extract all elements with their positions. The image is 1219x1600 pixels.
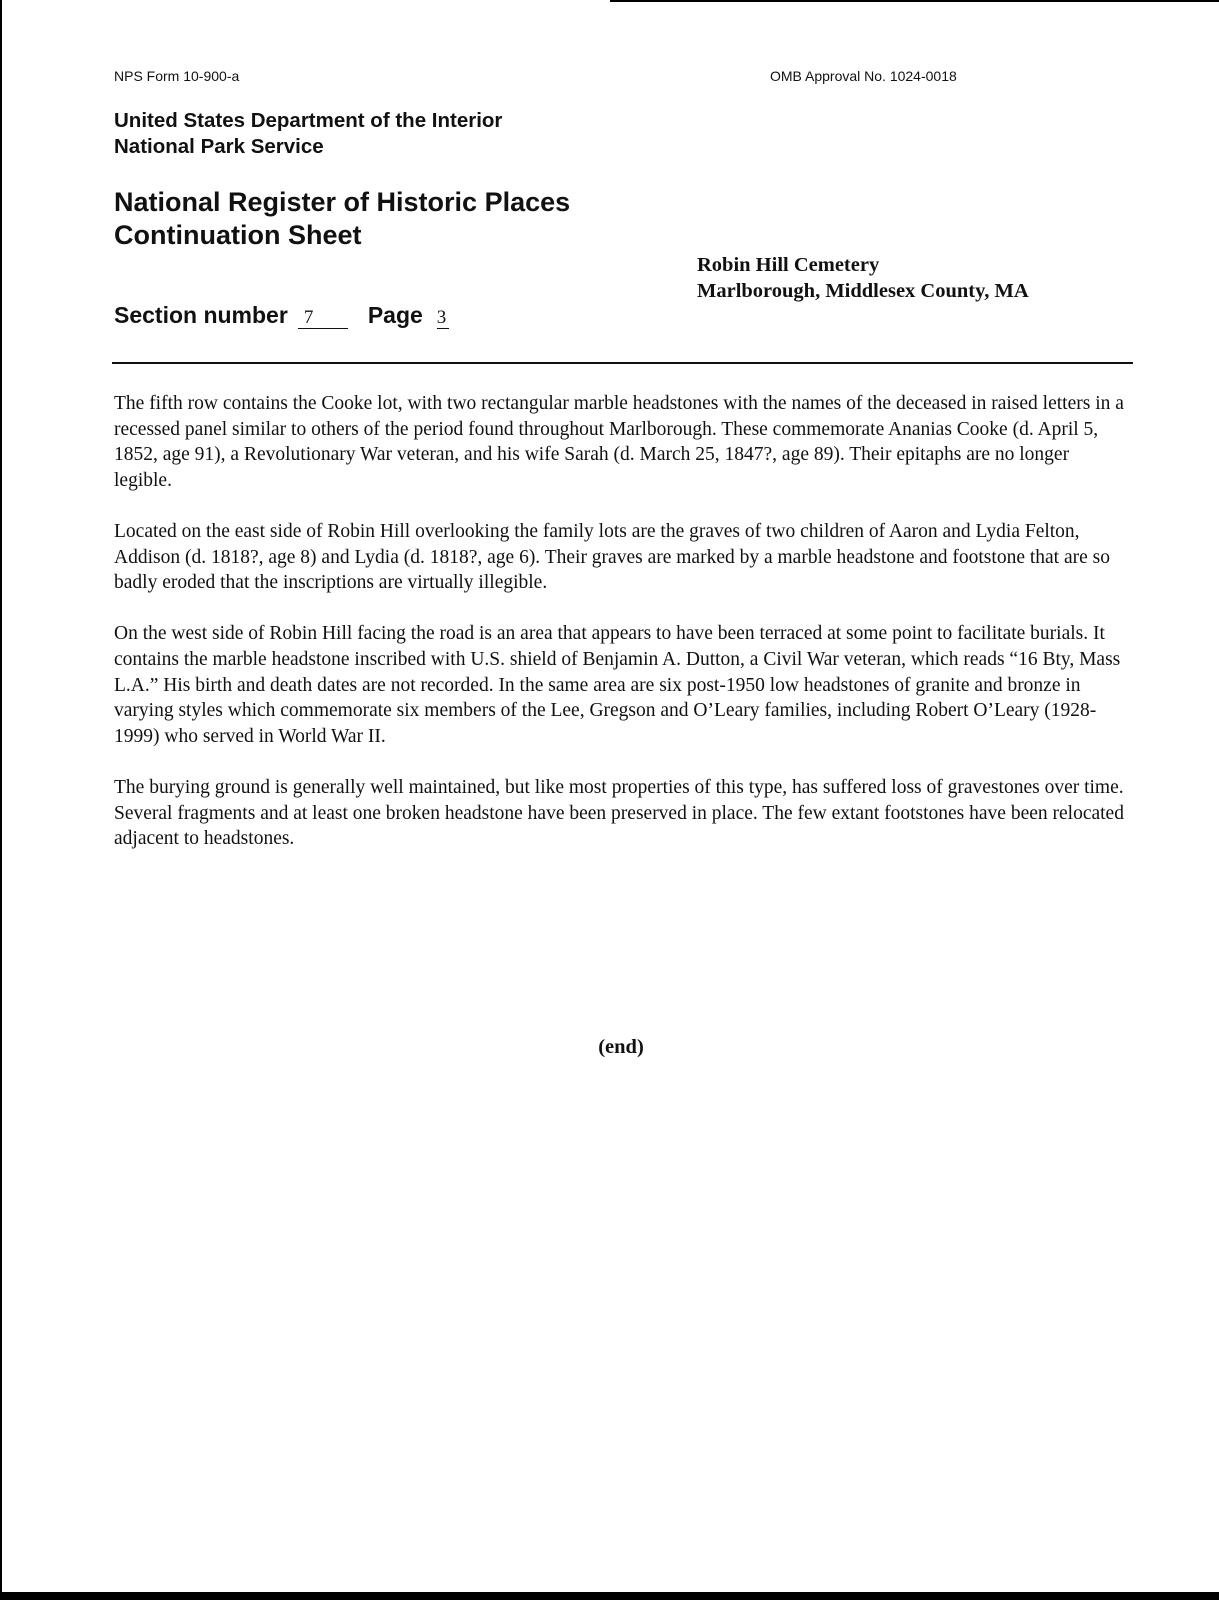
scan-edge-top (610, 0, 1219, 2)
page-number-value: 3 (437, 308, 449, 329)
property-name: Robin Hill Cemetery (697, 254, 880, 276)
body-text (114, 391, 1124, 877)
property-block (697, 252, 1029, 304)
paragraph: On the west side of Robin Hill facing the road is an area that appears to have been terraced at some point to facilitate burials. It contains the marble headstone inscribed with U.S. shield of Benjamin A. Dutton, a Civil War veteran, which reads “16 Bty, Mass L.A.” His birth and death dates are not recorded. In the same area are six post-1950 low headstones of granite and bronze in varying styles which commemorate six members of the Lee, Gregson and O’Leary families, including Robert O’Leary (1928-1999) who served in World War II. (114, 623, 1121, 747)
department-name: United States Department of the Interior (114, 109, 503, 132)
scan-edge-left (0, 0, 2, 1600)
register-title: National Register of Historic Places (114, 187, 571, 217)
section-page-line (114, 302, 449, 329)
property-location: Marlborough, Middlesex County, MA (697, 280, 1029, 302)
paragraph: The burying ground is generally well maintained, but like most properties of this type, has suffered loss of gravestones over time. Several fragments and at least one broken headstone have been preserved in place. The few extant footstones have been relocated adjacent to headstones. (114, 776, 1124, 850)
register-heading (114, 186, 570, 252)
service-name: National Park Service (114, 135, 324, 158)
form-number: NPS Form 10-900-a (114, 68, 240, 84)
paragraph: Located on the east side of Robin Hill overlooking the family lots are the graves of two children of Aaron and Lydia Felton, Addison (d. 1818?, age 8) and Lydia (d. 1818?, age 6). Their graves are marked by a marble headstone and footstone that are so badly eroded that the inscriptions are virtually illegible. (114, 520, 1110, 594)
agency-heading (114, 108, 502, 160)
section-number-label: Section number (114, 302, 288, 328)
scan-edge-bottom (0, 1592, 1219, 1600)
header-divider (112, 362, 1133, 364)
section-number-value: 7 (298, 308, 348, 329)
sheet-type: Continuation Sheet (114, 220, 362, 250)
page-label: Page (367, 302, 423, 328)
end-marker: (end) (598, 1036, 644, 1058)
paragraph: The fifth row contains the Cooke lot, with two rectangular marble headstones with the names of the deceased in raised letters in a recessed panel similar to others of the period found throughout Marlborough. These commemorate Ananias Cooke (d. April 5, 1852, age 91), a Revolutionary War veteran, and his wife Sarah (d. March 25, 1847?, age 89). Their epitaphs are no longer legible. (114, 393, 1124, 491)
omb-approval-number: OMB Approval No. 1024-0018 (770, 68, 957, 84)
